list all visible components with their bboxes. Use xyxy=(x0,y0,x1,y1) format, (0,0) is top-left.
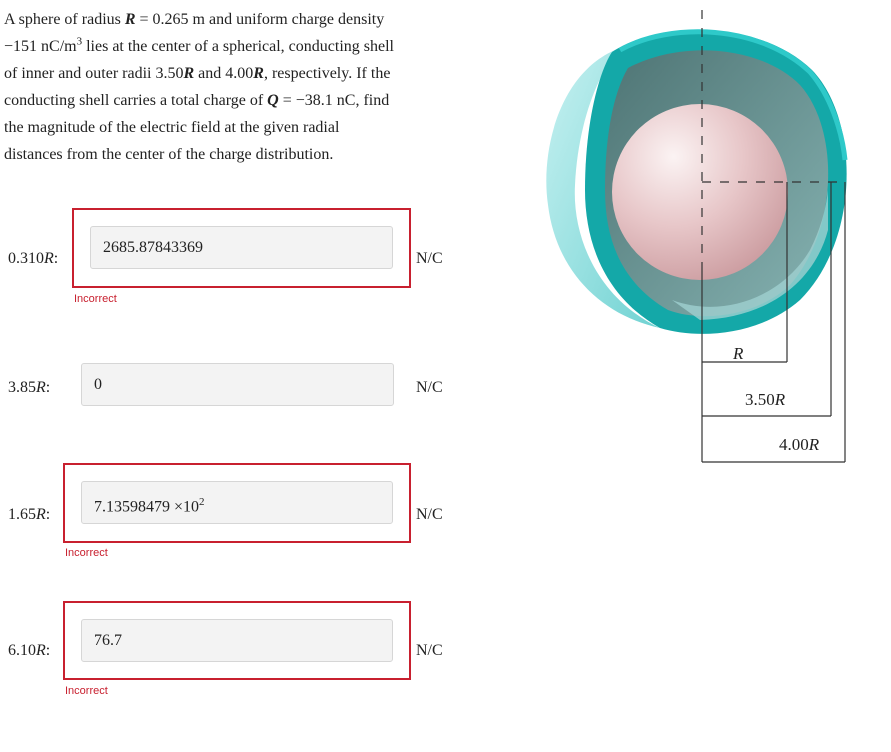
status-incorrect-3: Incorrect xyxy=(65,547,108,559)
unit-1: N/C xyxy=(416,250,443,267)
answer-input-1[interactable]: 2685.87843369 xyxy=(90,226,393,269)
problem-statement: A sphere of radius R = 0.265 m and uniform charge density −151 $nC/m^3$ lies at the center of a spherical, conducting shell of inner and outer radii 3.50R and 4.00R, respectively. If the conducting shell carries a total charge of Q = −38.1 nC, find the magnitude of the electric field at the given radial distances from the center of the charge distribution. xyxy=(4,11,394,163)
status-incorrect-1: Incorrect xyxy=(74,293,117,305)
unit-3: N/C xyxy=(416,506,443,523)
row-label-1: 0.310R: xyxy=(8,250,59,267)
shell-diagram xyxy=(530,0,891,480)
unit-2: N/C xyxy=(416,379,443,396)
answer-input-4[interactable]: 76.7 xyxy=(81,619,393,662)
row-label-4: 6.10R: xyxy=(8,642,51,659)
answer-input-3[interactable]: $7.13598479 \times 10^2$ xyxy=(81,481,393,524)
row-label-3: 1.65R: xyxy=(8,506,51,523)
label-r: R xyxy=(733,344,744,363)
charged-sphere xyxy=(612,104,788,280)
label-outer-radius: 4.00R xyxy=(779,435,820,454)
status-incorrect-4: Incorrect xyxy=(65,685,108,697)
row-label-2: 3.85R: xyxy=(8,379,51,396)
unit-4: N/C xyxy=(416,642,443,659)
answer-input-2[interactable]: 0 xyxy=(81,363,394,406)
label-inner-radius: 3.50R xyxy=(745,390,786,409)
